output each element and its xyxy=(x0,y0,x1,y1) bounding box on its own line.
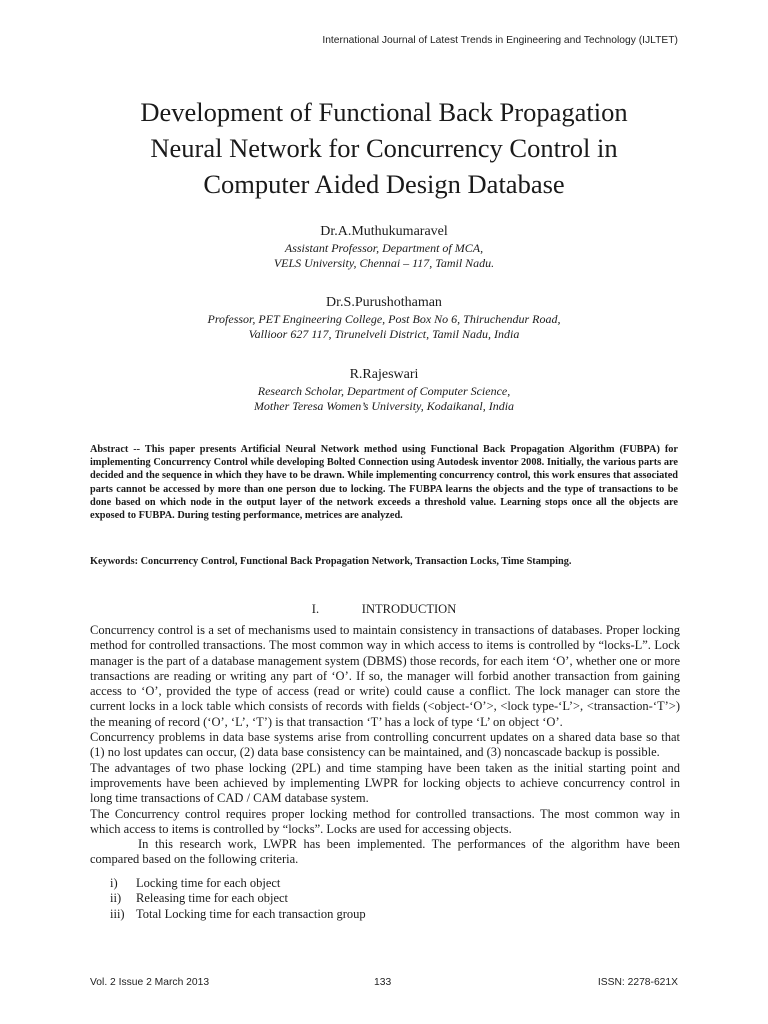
author-name: R.Rajeswari xyxy=(349,367,419,382)
section-heading xyxy=(0,602,768,617)
criteria-list xyxy=(110,876,366,922)
section-title: INTRODUCTION xyxy=(361,602,457,616)
section-number: I. xyxy=(311,602,320,616)
paragraph: The advantages of two phase locking (2PL) and time stamping have been taken as the initial starting point and improvements have been achieved by implementing LWPR for locking objects to achieve concurrency control in long time transactions of CAD / CAM database system. xyxy=(90,760,680,806)
author-block xyxy=(0,223,768,271)
author-affiliation: Research Scholar, Department of Computer Science, xyxy=(257,384,511,398)
list-marker: ii) xyxy=(110,891,122,906)
list-item-text: Locking time for each object xyxy=(136,876,281,890)
author-name: Dr.S.Purushothaman xyxy=(326,295,442,310)
paragraph: The Concurrency control requires proper locking method for controlled transactions. The most common way in which access to items is controlled by “locks”. Locks are used for accessing objects. xyxy=(90,806,680,836)
author-affiliation: Vallioor 627 117, Tirunelveli District, Tamil Nadu, India xyxy=(248,327,520,341)
author-affiliation: Assistant Professor, Department of MCA, xyxy=(284,241,484,255)
author-affiliation: Professor, PET Engineering College, Post Box No 6, Thiruchendur Road, xyxy=(207,312,561,326)
footer-page-number: 133 xyxy=(374,977,392,988)
list-item-text: Total Locking time for each transaction group xyxy=(136,906,366,921)
author-affiliation: Mother Teresa Women’s University, Kodaikanal, India xyxy=(253,399,515,413)
title-line: Neural Network for Concurrency Control in xyxy=(150,133,618,163)
author-affiliation: VELS University, Chennai – 117, Tamil Nadu. xyxy=(273,256,495,270)
title-line: Development of Functional Back Propagation xyxy=(140,97,628,127)
list-item xyxy=(110,876,366,891)
list-item xyxy=(110,891,366,906)
paragraph: In this research work, LWPR has been implemented. The performances of the algorithm have been compared based on the following criteria. xyxy=(90,837,680,867)
paragraph: Concurrency control is a set of mechanisms used to maintain consistency in transactions of databases. Proper locking method for controlled transactions. The most common way in which access to items is controlled by “locks-L”. Lock manager is the part of a database management system (DBMS) those records, for each item ‘O’, whether one or more transactions are reading or writing any part of ‘O’. If so, the manager will forbid another transaction from gaining access to ‘O’, provided the type of access (read or write) could cause a conflict. The lock manager can store the current locks in a lock table which consists of records with fields (<object-‘O’>, <lock type-‘L’>, <transaction-‘T’>) the meaning of record (‘O’, ‘L’, ‘T’) is that transaction ‘T’ has a lock of type ‘L’ on object ‘O’. xyxy=(90,623,680,729)
paper-title xyxy=(0,94,768,202)
list-item xyxy=(110,907,366,922)
title-line: Computer Aided Design Database xyxy=(203,169,565,199)
footer-volume: Vol. 2 Issue 2 March 2013 xyxy=(90,977,210,988)
journal-header: International Journal of Latest Trends in Engineering and Technology (IJLTET) xyxy=(322,35,678,46)
abstract: Abstract -- This paper presents Artificial Neural Network method using Functional Back Propagation Algorithm (FUBPA) for implementing Concurrency Control while developing Bolted Connection using Autodesk inventor 2008. Initially, the various parts are decided and the sequence in which they have to be drawn. While implementing concurrency control, this work ensures that associated parts cannot be accessed by more than one person due to locking. The FUBPA learns the objects and the type of transactions to be done based on which node in the output layer of the network exceeds a threshold value. Learning stops once all the objects are exposed to FUBPA. During testing performance, metrices are analyzed. xyxy=(90,444,678,522)
list-item-text: Releasing time for each object xyxy=(136,891,289,906)
footer-issn: ISSN: 2278-621X xyxy=(597,977,678,988)
list-marker: iii) xyxy=(110,906,125,921)
author-block xyxy=(0,366,768,414)
author-name: Dr.A.Muthukumaravel xyxy=(320,224,448,239)
list-marker: i) xyxy=(110,876,118,890)
keywords: Keywords: Concurrency Control, Functional Back Propagation Network, Transaction Locks, Time Stamping. xyxy=(90,556,572,567)
paragraph: Concurrency problems in data base systems arise from controlling concurrent updates on a shared data base so that (1) no lost updates can occur, (2) data base consistency can be maintained, and (3) noncascade backup is possible. xyxy=(90,730,680,760)
author-block xyxy=(0,294,768,342)
body-text xyxy=(90,623,680,868)
